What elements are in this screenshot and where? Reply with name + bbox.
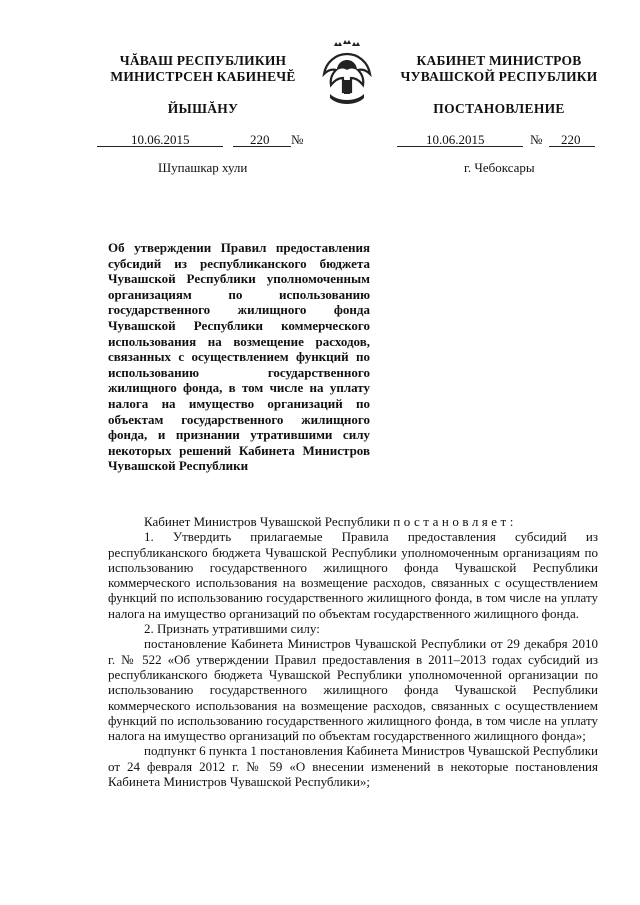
header-left-line2: МИНИСТРСЕН КАБИНЕЧĔ: [110, 69, 296, 84]
header-right-line2: ЧУВАШСКОЙ РЕСПУБЛИКИ: [400, 69, 598, 84]
doctype-left: ЙЫШĂНУ: [167, 101, 239, 116]
paragraph-3: постановление Кабинета Министров Чувашской Республики от 29 декабря 2010 г. № 522 «Об утверждении Правил предоставления в 2011–2013 годах субсидий из республиканского бюджета Чувашской Республики уполномоченной организации по использованию государственного жилищного фонда Чувашской Республики коммерческого использования на возмещение расходов, связанных с осуществлением функций по использованию государственного жилищного фонда, в том числе на уплату налога на имущество организаций по объектам государственного жилищного фонда»;: [108, 636, 598, 744]
date-right: 10.06.2015: [426, 132, 485, 147]
date-line-right: [397, 132, 597, 148]
header-left: [108, 53, 298, 85]
number-sign-left: №: [291, 132, 304, 147]
header-left-line1: ЧĂВАШ РЕСПУБЛИКИН: [119, 53, 287, 68]
doctype-right: ПОСТАНОВЛЕНИЕ: [433, 101, 565, 116]
intro-lead: Кабинет Министров Чувашской Республики: [144, 514, 394, 529]
document-body: [108, 514, 598, 789]
paragraph-1: 1. Утвердить прилагаемые Правила предоставления субсидий из республиканского бюджета Чувашской Республики уполномоченным организациям по использованию государственного жилищного фонда Чувашской Республики коммерческого использования на возмещение расходов, связанных с осуществлением функций по использованию государственного жилищного фонда, в том числе на уплату налога на имущество организаций по объектам государственного жилищного фонда.: [108, 529, 598, 621]
header-right-line1: КАБИНЕТ МИНИСТРОВ: [416, 53, 582, 68]
coat-of-arms-icon: [318, 40, 376, 108]
date-line-left: [97, 132, 315, 148]
header-right: [395, 53, 603, 85]
paragraph-2: 2. Признать утратившими силу:: [144, 621, 320, 637]
number-right: 220: [561, 132, 581, 147]
city-right: г. Чебоксары: [464, 160, 535, 175]
number-sign-right: №: [530, 132, 543, 147]
number-left: 220: [250, 132, 270, 147]
document-title: Об утверждении Правил предоставления субсидий из республиканского бюджета Чувашской Республики уполномоченным организациям по использованию государственного жилищного фонда Чувашской Республики коммерческого использования на возмещение расходов, связанных с осуществлением функций по использованию государственного жилищного фонда, в том числе на уплату налога на имущество организаций по объектам государственного жилищного фонда, и признании утратившими силу некоторых решений Кабинета Министров Чувашской Республики: [108, 240, 370, 474]
date-left: 10.06.2015: [131, 132, 190, 147]
city-left: Шупашкар хули: [158, 160, 248, 175]
intro-decree-word: постановляет:: [393, 514, 517, 529]
paragraph-4: подпункт 6 пункта 1 постановления Кабинета Министров Чувашской Республики от 24 февраля 2012 г. № 59 «О внесении изменений в некоторые постановления Кабинета Министров Чувашской Республики»;: [108, 743, 598, 790]
intro-paragraph: [108, 514, 598, 529]
